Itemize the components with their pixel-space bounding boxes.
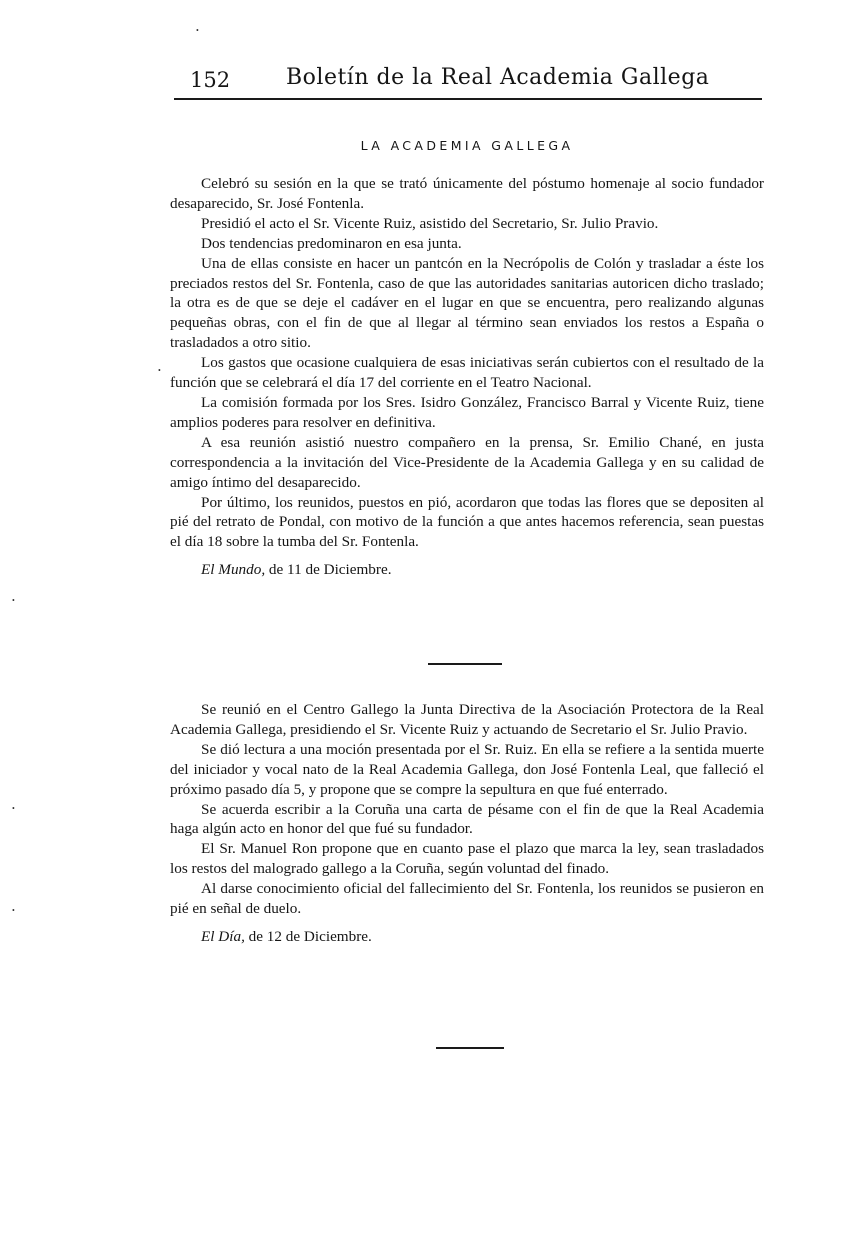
paragraph: Por último, los reunidos, puestos en pió, acordaron que todas las flores que se depositen al pié del retrato de Pondal, con motivo de la función a que antes hacemos referencia, sean puestas el día 18 sobre la tumba del Sr. Fontenla. (170, 493, 764, 551)
paragraph: Se dió lectura a una moción presentada por el Sr. Ruiz. En ella se refiere a la sentida muerte del iniciador y vocal nato de la Real Academia Gallega, don José Fontenla Leal, que falleció el próximo pasado día 5, y propone que se compre la sepultura en que fué enterrado. (170, 740, 764, 798)
running-title: Boletín de la Real Academia Gallega (286, 65, 710, 90)
source-signature (170, 560, 764, 580)
paper-speck: • (12, 906, 15, 915)
article-el-mundo (170, 174, 764, 580)
source-signature (170, 927, 764, 947)
paragraph: Los gastos que ocasione cualquiera de esas iniciativas serán cubiertos con el resultado de la función que se celebrará el día 17 del corriente en el Teatro Nacional. (170, 354, 764, 392)
paragraph: Dos tendencias predominaron en esa junta. (201, 234, 462, 252)
paper-speck: • (158, 366, 161, 375)
source-date: de 11 de Diciembre. (265, 561, 392, 579)
paragraph: Presidió el acto el Sr. Vicente Ruiz, asistido del Secretario, Sr. Julio Pravio. (201, 214, 659, 232)
paper-speck: • (196, 26, 199, 35)
paragraph: El Sr. Manuel Ron propone que en cuanto pase el plazo que marca la ley, sean trasladados los restos del malogrado gallego a la Coruña, según voluntad del finado. (170, 840, 764, 878)
source-name: El Mundo, (201, 561, 266, 579)
paper-speck: • (12, 596, 15, 605)
source-name: El Día, (201, 927, 245, 945)
paragraph: Al darse conocimiento oficial del fallecimiento del Sr. Fontenla, los reunidos se pusieron en pié en señal de duelo. (170, 880, 764, 918)
paragraph: La comisión formada por los Sres. Isidro González, Francisco Barral y Vicente Ruiz, tiene amplios poderes para resolver en definitiva. (170, 393, 764, 431)
paragraph: Celebró su sesión en la que se trató únicamente del póstumo homenaje al socio fundador desaparecido, Sr. José Fontenla. (170, 175, 764, 212)
paragraph: Se reunió en el Centro Gallego la Junta Directiva de la Asociación Protectora de la Real Academia Gallega, presidiendo el Sr. Vicente Ruiz y actuando de Secretario el Sr. Julio Pravio. (170, 701, 764, 738)
running-header (174, 62, 762, 100)
paragraph: Se acuerda escribir a la Coruña una carta de pésame con el fin de que la Real Academia haga algún acto en honor del que fué su fundador. (170, 800, 764, 838)
separator-rule (428, 663, 502, 665)
section-title: LA ACADEMIA GALLEGA (360, 138, 574, 153)
paper-speck: • (12, 804, 15, 813)
separator-rule (436, 1047, 504, 1049)
paragraph: Una de ellas consiste en hacer un pantcón en la Necrópolis de Colón y trasladar a éste los preciados restos del Sr. Fontenla, caso de que las autoridades sanitarias autoricen dicho traslado; la otra es de que se deje el cadáver en el lugar en que se encuentra, pero realizando algunas pequeñas obras, con el fin de que al llegar al término sean enviados los restos a España o trasladados a otro sitio. (170, 254, 764, 352)
article-el-dia (170, 700, 764, 947)
paragraph: A esa reunión asistió nuestro compañero en la prensa, Sr. Emilio Chané, en justa correspondencia a la invitación del Vice-Presidente de la Academia Gallega y en su calidad de amigo íntimo del desaparecido. (170, 433, 764, 491)
page-number: 152 (190, 68, 231, 92)
source-date: de 12 de Diciembre. (244, 927, 372, 945)
